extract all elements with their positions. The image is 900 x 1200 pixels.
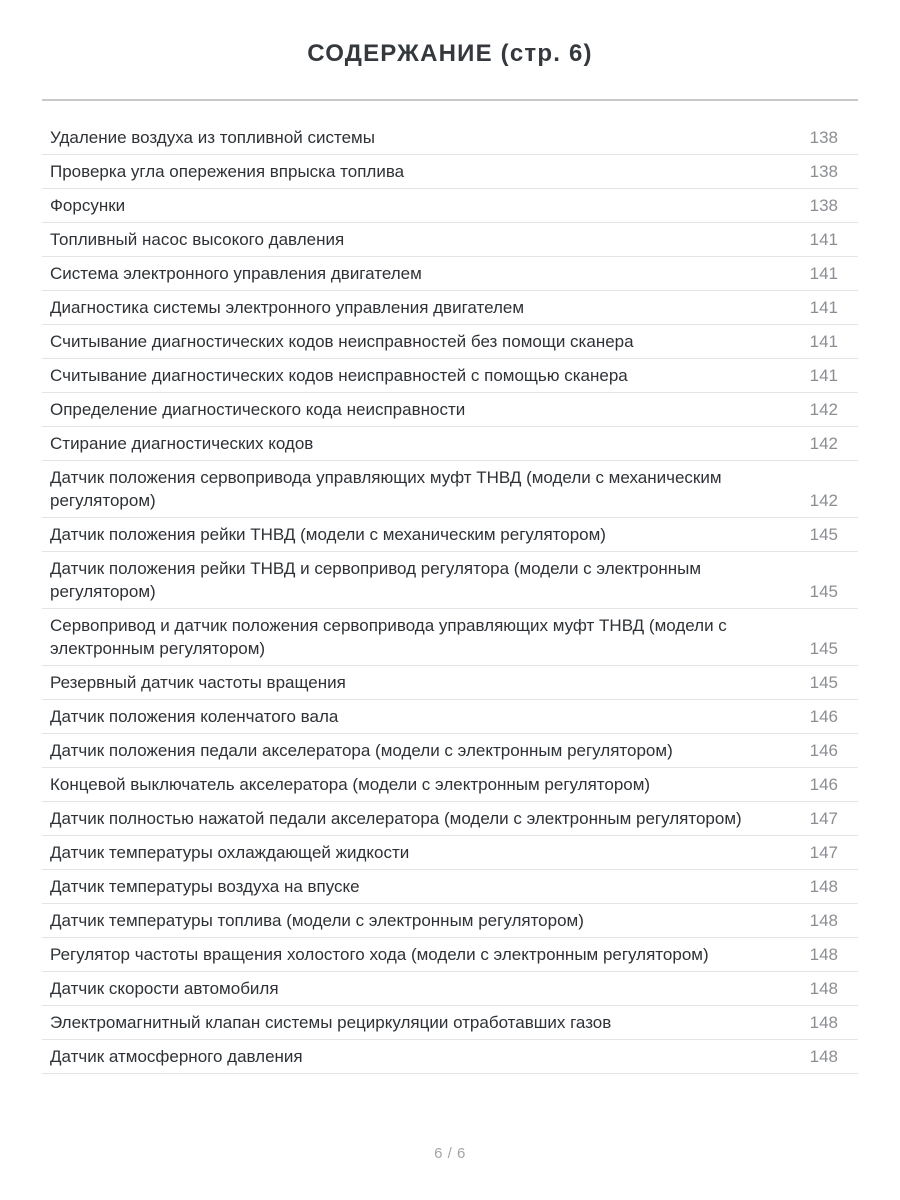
page-indicator: 6 / 6 bbox=[434, 1145, 466, 1162]
toc-entry-page-number: 141 bbox=[809, 366, 838, 385]
toc-entry[interactable] bbox=[42, 836, 858, 870]
toc-entry[interactable] bbox=[42, 870, 858, 904]
toc-entry[interactable] bbox=[42, 121, 858, 155]
toc-entry-page-number: 145 bbox=[809, 525, 838, 544]
toc-entry[interactable] bbox=[42, 768, 858, 802]
toc-entry[interactable] bbox=[42, 393, 858, 427]
toc-entry-title: Считывание диагностических кодов неисправностей с помощью сканера bbox=[50, 366, 628, 385]
toc-entry-title: Концевой выключатель акселератора (модели с электронным регулятором) bbox=[50, 775, 651, 794]
toc-entry-page-number: 138 bbox=[809, 196, 838, 215]
toc-entry-page-number: 145 bbox=[809, 582, 838, 601]
toc-entry-title: Сервопривод и датчик положения сервопривода управляющих муфт ТНВД (модели с электронным регулятором) bbox=[50, 616, 727, 658]
toc-entry-page-number: 142 bbox=[809, 491, 838, 510]
toc-entry-title: Система электронного управления двигателем bbox=[50, 264, 422, 283]
toc-entry-page-number: 146 bbox=[809, 741, 838, 760]
toc-entry-page-number: 148 bbox=[809, 877, 838, 896]
toc-entry[interactable] bbox=[42, 461, 858, 518]
toc-list bbox=[42, 121, 858, 1074]
toc-entry-page-number: 148 bbox=[809, 979, 838, 998]
toc-entry-page-number: 145 bbox=[809, 639, 838, 658]
toc-entry[interactable] bbox=[42, 666, 858, 700]
toc-entry[interactable] bbox=[42, 700, 858, 734]
toc-entry-title: Датчик положения рейки ТНВД (модели с механическим регулятором) bbox=[50, 525, 606, 544]
toc-entry-title: Резервный датчик частоты вращения bbox=[50, 673, 346, 692]
toc-entry[interactable] bbox=[42, 189, 858, 223]
toc-entry-title: Считывание диагностических кодов неисправностей без помощи сканера bbox=[50, 332, 634, 351]
toc-entry-page-number: 142 bbox=[809, 434, 838, 453]
toc-entry-page-number: 146 bbox=[809, 707, 838, 726]
toc-entry-page-number: 141 bbox=[809, 264, 838, 283]
toc-entry[interactable] bbox=[42, 518, 858, 552]
toc-entry-page-number: 147 bbox=[809, 843, 838, 862]
toc-entry-title: Диагностика системы электронного управления двигателем bbox=[50, 298, 525, 317]
toc-entry-page-number: 148 bbox=[809, 1013, 838, 1032]
toc-entry-title: Определение диагностического кода неисправности bbox=[50, 400, 466, 419]
toc-entry[interactable] bbox=[42, 223, 858, 257]
page-title: СОДЕРЖАНИЕ (стр. 6) bbox=[307, 40, 593, 67]
toc-entry-title: Датчик скорости автомобиля bbox=[50, 979, 279, 998]
toc-entry-title: Датчик положения коленчатого вала bbox=[50, 707, 339, 726]
toc-entry-title: Датчик температуры топлива (модели с электронным регулятором) bbox=[50, 911, 584, 930]
toc-entry[interactable] bbox=[42, 552, 858, 609]
toc-entry[interactable] bbox=[42, 972, 858, 1006]
toc-entry-page-number: 138 bbox=[809, 128, 838, 147]
toc-entry-page-number: 147 bbox=[809, 809, 838, 828]
toc-entry-title: Датчик температуры воздуха на впуске bbox=[50, 877, 360, 896]
toc-entry-page-number: 148 bbox=[809, 1047, 838, 1066]
toc-entry-page-number: 142 bbox=[809, 400, 838, 419]
toc-entry-page-number: 141 bbox=[809, 332, 838, 351]
toc-entry-title: Стирание диагностических кодов bbox=[50, 434, 314, 453]
toc-entry[interactable] bbox=[42, 427, 858, 461]
toc-entry-title: Датчик положения педали акселератора (модели с электронным регулятором) bbox=[50, 741, 673, 760]
toc-entry-title: Электромагнитный клапан системы рециркуляции отработавших газов bbox=[50, 1013, 612, 1032]
toc-entry-title: Датчик температуры охлаждающей жидкости bbox=[50, 843, 410, 862]
toc-entry[interactable] bbox=[42, 1040, 858, 1074]
toc-entry[interactable] bbox=[42, 1006, 858, 1040]
toc-entry-page-number: 145 bbox=[809, 673, 838, 692]
toc-entry[interactable] bbox=[42, 734, 858, 768]
toc-entry-page-number: 141 bbox=[809, 230, 838, 249]
toc-entry[interactable] bbox=[42, 155, 858, 189]
toc-entry-page-number: 141 bbox=[809, 298, 838, 317]
toc-entry-title: Топливный насос высокого давления bbox=[50, 230, 345, 249]
toc-entry-page-number: 148 bbox=[809, 945, 838, 964]
toc-entry[interactable] bbox=[42, 938, 858, 972]
toc-entry-title: Проверка угла опережения впрыска топлива bbox=[50, 162, 405, 181]
title-divider bbox=[42, 99, 858, 101]
toc-entry[interactable] bbox=[42, 257, 858, 291]
toc-entry-title: Датчик положения сервопривода управляющих муфт ТНВД (модели с механическим регулятором) bbox=[50, 468, 722, 510]
toc-entry[interactable] bbox=[42, 904, 858, 938]
toc-entry-page-number: 138 bbox=[809, 162, 838, 181]
toc-entry[interactable] bbox=[42, 291, 858, 325]
toc-entry[interactable] bbox=[42, 359, 858, 393]
toc-entry-title: Датчик положения рейки ТНВД и сервопривод регулятора (модели с электронным регулятором) bbox=[50, 559, 702, 601]
toc-entry-page-number: 148 bbox=[809, 911, 838, 930]
toc-entry-title: Регулятор частоты вращения холостого хода (модели с электронным регулятором) bbox=[50, 945, 709, 964]
toc-entry-title: Датчик атмосферного давления bbox=[50, 1047, 303, 1066]
toc-entry[interactable] bbox=[42, 325, 858, 359]
toc-entry-title: Удаление воздуха из топливной системы bbox=[50, 128, 375, 147]
toc-entry-page-number: 146 bbox=[809, 775, 838, 794]
toc-entry[interactable] bbox=[42, 802, 858, 836]
toc-entry-title: Датчик полностью нажатой педали акселератора (модели с электронным регулятором) bbox=[50, 809, 742, 828]
toc-entry[interactable] bbox=[42, 609, 858, 666]
toc-entry-title: Форсунки bbox=[50, 196, 126, 215]
